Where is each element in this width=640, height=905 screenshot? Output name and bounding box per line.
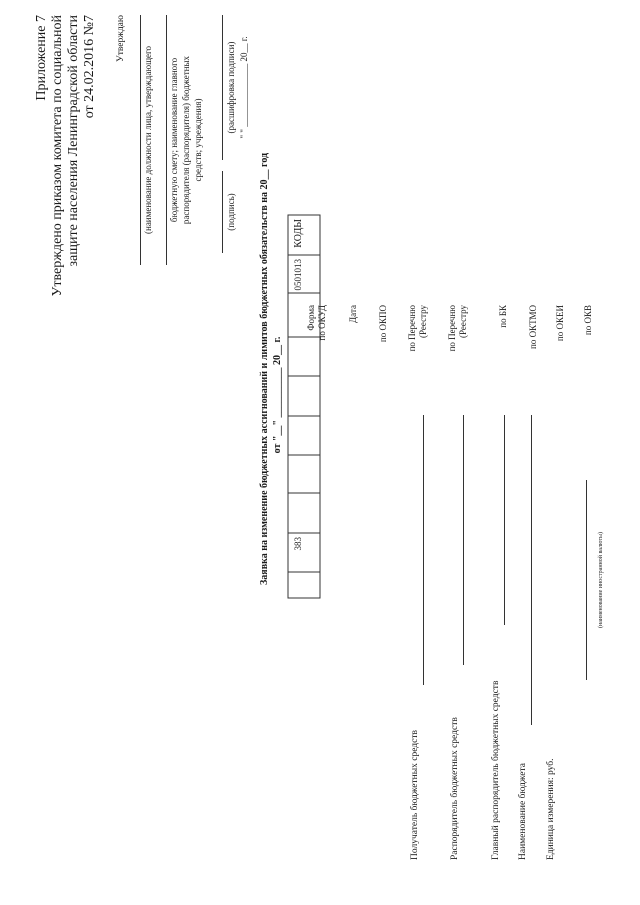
code-cell[interactable]	[288, 416, 320, 455]
code-cell[interactable]	[288, 572, 320, 598]
code-label-register-2: по Перечню (Реестру	[447, 305, 468, 352]
org-caption-3: средств; учреждения)	[193, 98, 203, 182]
field-main-manager: Главный распорядитель бюджетных средств	[491, 680, 501, 860]
signature-caption: (подпись)	[226, 193, 236, 231]
foreign-currency-caption: (наименование иностранной валюты)	[598, 532, 604, 628]
code-label-oktmo: по ОКТМО	[528, 305, 538, 349]
code-cell[interactable]	[288, 293, 320, 337]
approve-heading: Утверждаю	[116, 15, 126, 62]
code-label-okv: по ОКВ	[583, 305, 593, 336]
code-cell[interactable]	[288, 376, 320, 416]
code-label-date: Дата	[348, 305, 358, 323]
code-label-okei: по ОКЕИ	[555, 305, 565, 342]
appendix-line-4: от 24.02.2016 №7	[82, 15, 97, 119]
position-caption: (наименование должности лица, утверждающего	[143, 46, 153, 234]
appendix-line-1: Приложение 7	[34, 15, 49, 101]
approval-date-line: " " ______________ 20__ г.	[239, 36, 249, 139]
code-value: 0501013	[293, 259, 303, 291]
field-unit: Единица измерения: руб.	[546, 758, 556, 860]
decoding-caption: (расшифровка подписи)	[226, 41, 236, 134]
code-value: 383	[293, 537, 303, 551]
codes-header-text: КОДЫ	[293, 219, 304, 248]
appendix-line-2: Утверждено приказом комитета по социальной	[50, 15, 65, 297]
code-cell[interactable]	[288, 337, 320, 376]
field-recipient: Получатель бюджетных средств	[410, 730, 420, 860]
code-label-okud: Форма по ОКУД	[306, 305, 327, 341]
field-manager: Распорядитель бюджетных средств	[450, 717, 460, 860]
code-cell[interactable]	[288, 455, 320, 493]
appendix-line-3: защите населения Ленинградской области	[66, 15, 81, 267]
title-line-2: от "__" __________ 20__ г.	[272, 336, 283, 454]
org-caption-1: бюджетную смету; наименование главного	[169, 57, 179, 223]
code-label-bk: по БК	[498, 305, 508, 328]
org-caption-2: распорядителя (распорядителя) бюджетных	[181, 55, 191, 225]
title-line-1: Заявка на изменение бюджетных ассигнований и лимитов бюджетных обязательств на 20__ год	[259, 152, 270, 585]
code-cell[interactable]	[288, 493, 320, 533]
field-budget-name: Наименование бюджета	[518, 763, 528, 860]
code-label-register-1: по Перечню (Реестру	[407, 305, 428, 352]
code-label-okpo: по ОКПО	[378, 305, 388, 343]
